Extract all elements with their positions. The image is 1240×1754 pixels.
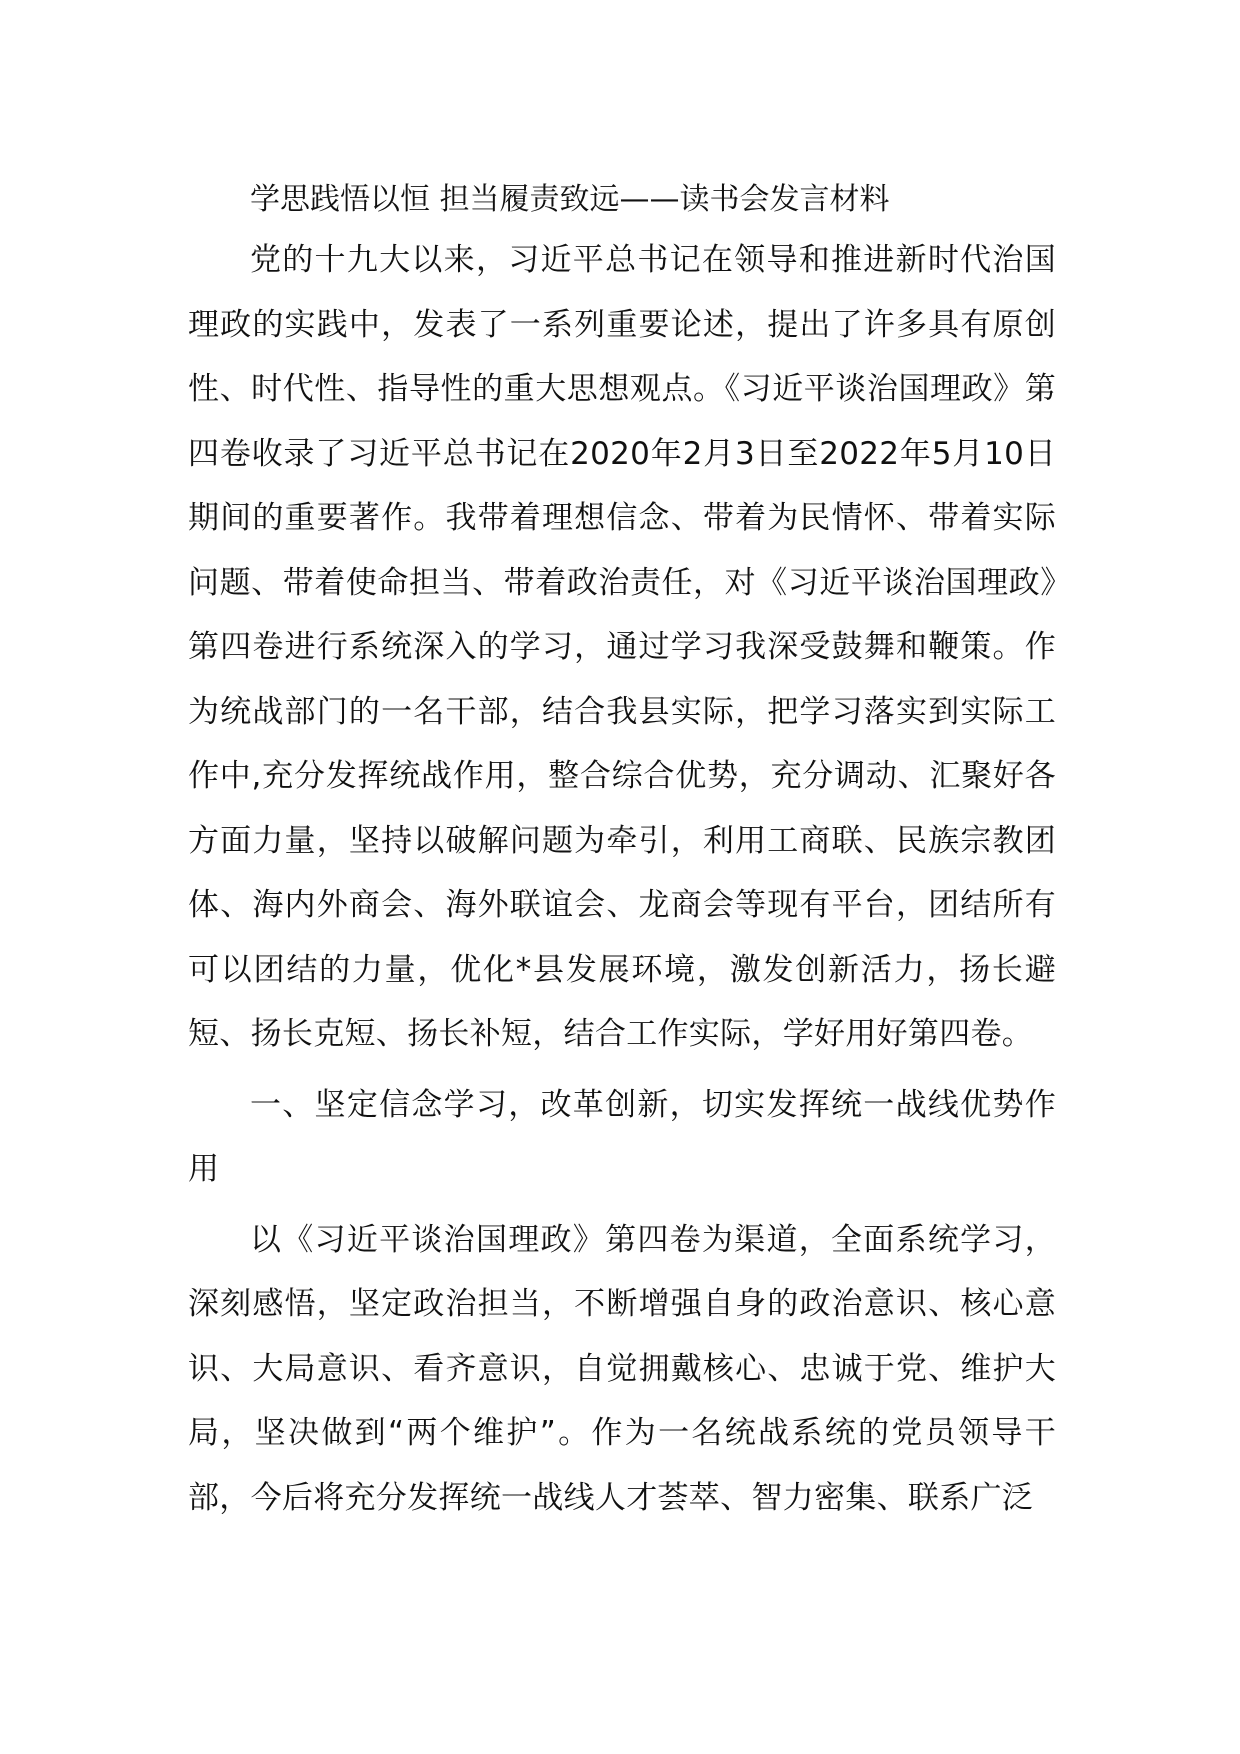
intro-paragraph: 党的十九大以来，习近平总书记在领导和推进新时代治国理政的实践中，发表了一系列重要论述，提出了许多具有原创性、时代性、指导性的重大思想观点。《习近平谈治国理政》第四卷收录了习近平总书记在2020年2月3日至2022年5月10日期间的重要著作。我带着理想信念、带着为民情怀、带着实际问题、带着使命担当、带着政治责任，对《习近平谈治国理政》第四卷进行系统深入的学习，通过学习我深受鼓舞和鞭策。作为统战部门的一名干部，结合我县实际，把学习落实到实际工作中,充分发挥统战作用，整合综合优势，充分调动、汇聚好各方面力量，坚持以破解问题为牵引，利用工商联、民族宗教团体、海内外商会、海外联谊会、龙商会等现有平台，团结所有可以团结的力量，优化*县发展环境，激发创新活力，扬长避短、扬长克短、扬长补短，结合工作实际，学好用好第四卷。 [188, 242, 1056, 1052]
document-title: 学思践悟以恒 担当履责致远——读书会发言材料 [250, 182, 890, 217]
section-heading: 一、坚定信念学习，改革创新，切实发挥统一战线优势作用 [188, 1086, 1056, 1187]
document-body [188, 180, 1056, 1530]
section-paragraph: 以《习近平谈治国理政》第四卷为渠道，全面系统学习，深刻感悟，坚定政治担当，不断增强自身的政治意识、核心意识、大局意识、看齐意识，自觉拥戴核心、忠诚于党、维护大局，坚决做到“两个维护”。作为一名统战系统的党员领导干部，今后将充分发挥统一战线人才荟萃、智力密集、联系广泛 [188, 1221, 1056, 1516]
